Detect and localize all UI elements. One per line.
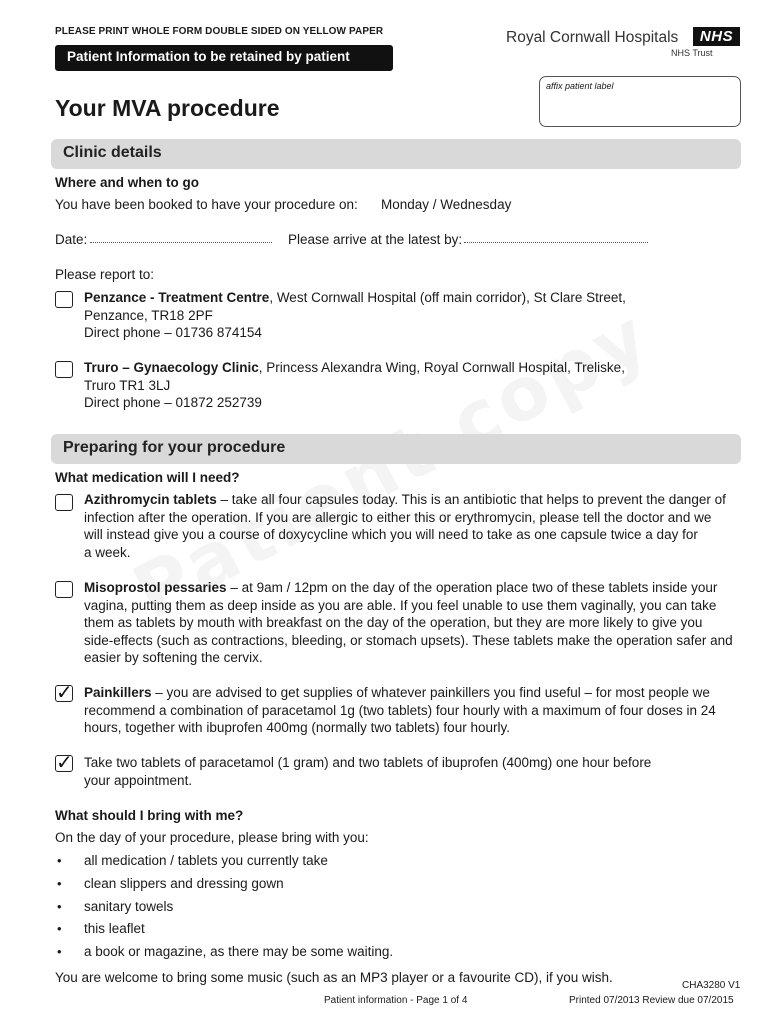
booked-text: You have been booked to have your procedure on:	[55, 197, 358, 212]
truro-name: Truro – Gynaecology Clinic	[84, 360, 259, 375]
bring-list-item: sanitary towels	[84, 899, 174, 914]
penzance-checkbox[interactable]	[55, 291, 73, 308]
bullet-icon: •	[57, 853, 62, 868]
bring-intro: On the day of your procedure, please bring with you:	[55, 830, 369, 845]
misoprostol-name: Misoprostol pessaries	[84, 580, 227, 595]
bullet-icon: •	[57, 944, 62, 959]
bullet-icon: •	[57, 899, 62, 914]
azithromycin-line: infection after the operation. If you are allergic to either this or erythromycin, please tell the doctor and we	[84, 509, 712, 525]
truro-address-line2: Truro TR1 3LJ	[84, 377, 171, 393]
print-review-dates: Printed 07/2013 Review due 07/2015	[569, 995, 734, 1006]
truro-checkbox[interactable]	[55, 361, 73, 378]
bullet-icon: •	[57, 876, 62, 891]
booked-days: Monday / Wednesday	[381, 197, 512, 212]
bring-list-item: clean slippers and dressing gown	[84, 876, 284, 891]
truro-option	[84, 359, 625, 412]
pre-appointment-checkbox[interactable]	[55, 752, 73, 774]
date-label: Date:	[55, 232, 88, 247]
music-note: You are welcome to bring some music (such as an MP3 player or a favourite CD), if you wish.	[55, 970, 613, 985]
bullet-icon: •	[57, 921, 62, 936]
truro-address-line1: , Princess Alexandra Wing, Royal Cornwall Hospital, Treliske,	[258, 360, 625, 375]
pre-appointment-item	[84, 754, 651, 789]
nhs-logo: NHS	[693, 27, 740, 46]
org-subtitle: NHS Trust	[671, 48, 713, 58]
azithromycin-line: a week.	[84, 544, 131, 560]
bring-list-item: a book or magazine, as there may be some waiting.	[84, 944, 394, 959]
bring-heading: What should I bring with me?	[55, 808, 244, 823]
arrive-time-field[interactable]	[464, 233, 648, 243]
misoprostol-item	[84, 579, 733, 667]
misoprostol-line: vagina, putting them as deep inside as you are able. If you feel unable to use them vaginally, you can take	[84, 597, 717, 613]
patient-label-text: affix patient label	[546, 81, 614, 91]
bring-list-item: all medication / tablets you currently take	[84, 853, 328, 868]
print-instruction: PLEASE PRINT WHOLE FORM DOUBLE SIDED ON YELLOW PAPER	[55, 26, 384, 37]
report-to-label: Please report to:	[55, 267, 155, 282]
painkillers-line: hours, together with ibuprofen 400mg (normally two tablets) four hourly.	[84, 720, 510, 735]
painkillers-line: – you are advised to get supplies of whatever painkillers you find useful – for most people we	[151, 685, 710, 700]
painkillers-check-icon: ✓	[56, 682, 73, 704]
patient-label-box	[539, 76, 741, 127]
section-header-preparing: Preparing for your procedure	[51, 434, 741, 464]
truro-phone: Direct phone – 01872 252739	[84, 395, 262, 410]
azithromycin-item	[84, 491, 726, 561]
penzance-option	[84, 289, 626, 342]
painkillers-checkbox[interactable]	[55, 682, 73, 704]
section-header-clinic: Clinic details	[51, 139, 741, 169]
pre-appointment-line: your appointment.	[84, 772, 193, 788]
misoprostol-checkbox[interactable]	[55, 581, 73, 598]
date-field[interactable]	[90, 233, 272, 243]
org-name: Royal Cornwall Hospitals	[506, 29, 679, 46]
azithromycin-checkbox[interactable]	[55, 494, 73, 511]
misoprostol-line: them as tablets by mouth with breakfast on the day of the operation, but they are more likely to give you	[84, 615, 703, 630]
arrive-label: Please arrive at the latest by:	[288, 232, 463, 247]
misoprostol-line: – at 9am / 12pm on the day of the operation place two of these tablets inside your	[226, 580, 718, 595]
pre-appointment-line: Take two tablets of paracetamol (1 gram) and two tablets of ibuprofen (400mg) one hour before	[84, 755, 652, 770]
pre-appointment-check-icon: ✓	[56, 752, 73, 774]
misoprostol-line: easier by softening the cervix.	[84, 650, 263, 665]
penzance-address-line1: , West Cornwall Hospital (off main corridor), St Clare Street,	[269, 290, 626, 305]
bring-list-item: this leaflet	[84, 921, 145, 936]
info-banner: Patient Information to be retained by patient	[55, 45, 393, 71]
penzance-name: Penzance - Treatment Centre	[84, 290, 270, 305]
azithromycin-line: – take all four capsules today. This is an antibiotic that helps to prevent the danger of	[216, 492, 726, 507]
page-title: Your MVA procedure	[55, 95, 280, 121]
azithromycin-name: Azithromycin tablets	[84, 492, 217, 507]
where-when-heading: Where and when to go	[55, 175, 199, 190]
azithromycin-line: will instead give you a course of doxycycline which you will need to take as one capsule twice a day for	[84, 527, 698, 542]
penzance-phone: Direct phone – 01736 874154	[84, 325, 262, 340]
misoprostol-line: side-effects (such as contractions, bleeding, or stomach upsets). These tablets make the operation safer and	[84, 632, 733, 648]
form-code: CHA3280 V1	[682, 980, 741, 991]
medication-heading: What medication will I need?	[55, 470, 240, 485]
painkillers-item	[84, 684, 716, 737]
page-number: Patient information - Page 1 of 4	[324, 995, 468, 1006]
penzance-address-line2: Penzance, TR18 2PF	[84, 307, 213, 323]
painkillers-line: recommend a combination of paracetamol 1g (two tablets) four hourly with a maximum of four doses in 24	[84, 702, 716, 718]
painkillers-name: Painkillers	[84, 685, 152, 700]
